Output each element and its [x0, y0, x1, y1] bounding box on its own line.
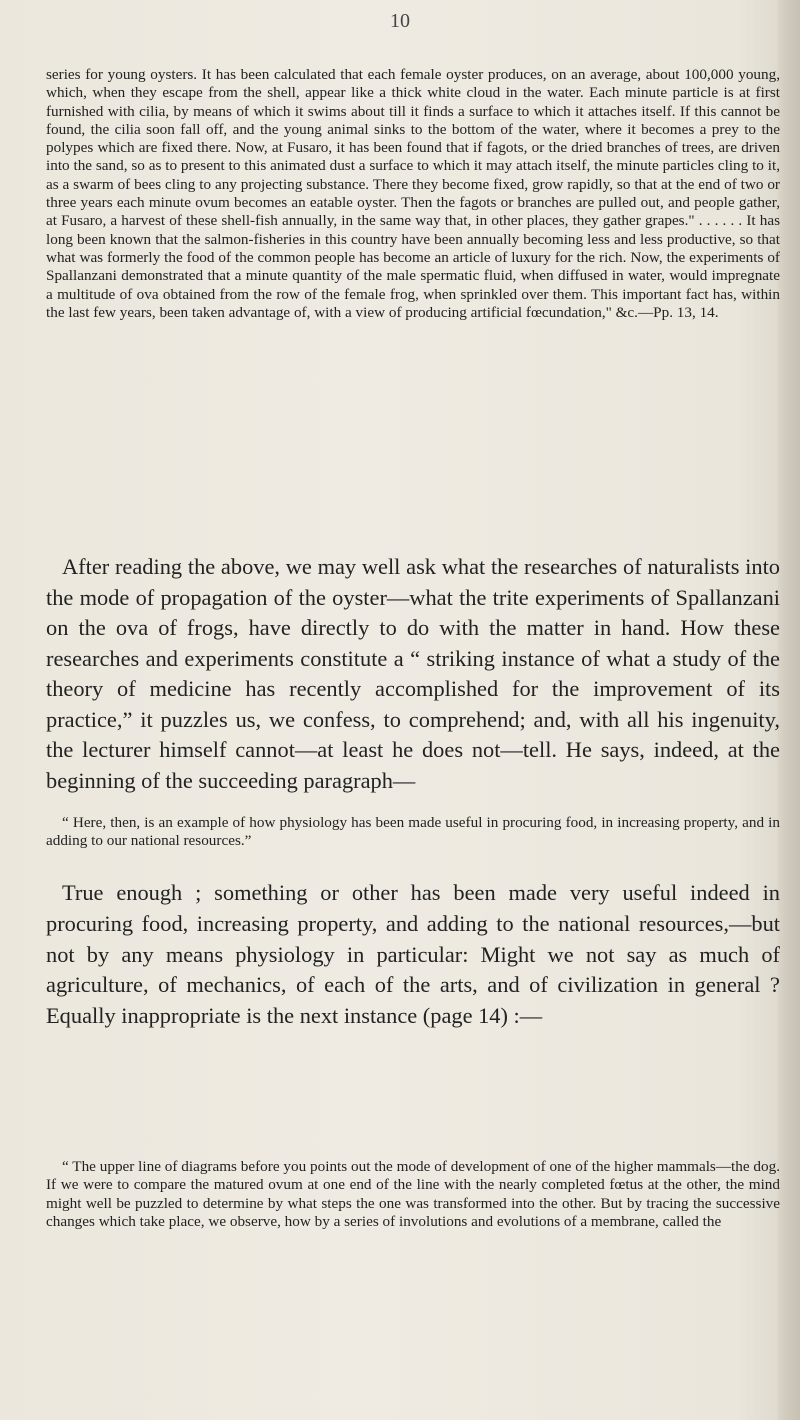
quoted-passage-text: series for young oysters. It has been calculated that each female oyster produces, on an average, about 100,000 young, which, when they escape from the shell, appear like a thick white cloud in the water. Each minute particle is at first furnished with cilia, by means of which it swims about till it finds a surface to which it attaches itself. If this cannot be found, the cilia soon fall off, and the young animal sinks to the bottom of the water, where it becomes a prey to the polypes which are fixed there. Now, at Fusaro, it has been found that if fagots, or the dried branches of trees, are driven into the sand, so as to present to this animated dust a surface to which it may attach itself, the minute particles cling to it, as a swarm of bees cling to any projecting substance. There they become fixed, grow rapidly, so that at the end of two or three years each minute ovum becomes an eatable oyster. Then the fagots or branches are pulled out, and people gather, at Fusaro, a harvest of these shell-fish annually, in the same way that, in other places, they gather grapes." . . . . . . It has long been known that the salmon-fisheries in this country have been annually becoming less and less productive, so that what was formerly the food of the common people has become an article of luxury for the rich. Now, the experiments of Spallanzani demonstrated that a minute quantity of the male spermatic fluid, when diffused in water, would impregnate a multitude of ova obtained from the row of the female frog, when sprinkled over them. This important fact has, within the last few years, been taken advantage of, with a view of producing artificial fœcundation," &c.—Pp. 13, 14.: [46, 66, 780, 321]
quoted-passage-diagrams: [46, 1158, 780, 1231]
quoted-passage-physiology: [46, 814, 780, 851]
page-edge-shadow: [778, 0, 800, 1420]
body-paragraph-true-enough: [46, 878, 780, 1032]
body-paragraph-text: After reading the above, we may well ask what the researches of naturalists into the mode of propagation of the oyster—what the trite experiments of Spallanzani on the ova of frogs, have directly to do with the matter in hand. How these researches and experiments constitute a “ striking instance of what a study of the theory of medicine has recently accomplished for the improvement of its practice,” it puzzles us, we confess, to comprehend; and, with all his ingenuity, the lecturer himself cannot—at least he does not—tell. He says, indeed, at the beginning of the succeeding paragraph—: [46, 554, 780, 793]
quoted-passage-text: “ The upper line of diagrams before you points out the mode of development of one of the higher mammals—the dog. If we were to compare the matured ovum at one end of the line with the nearly completed fœtus at the other, the mind might well be puzzled to determine by what steps the one was transformed into the other. But by tracing the successive changes which take place, we observe, how by a series of involutions and evolutions of a membrane, called the: [46, 1158, 780, 1230]
page-number: 10: [390, 10, 410, 32]
quoted-passage-oysters-salmon: [46, 66, 780, 322]
body-paragraph-text: True enough ; something or other has been made very useful indeed in procuring food, increasing property, and adding to the national resources,—but not by any means physiology in particular: Might we not say as much of agriculture, of mechanics, of each of the arts, and of civilization in general ? Equally inappropriate is the next instance (page 14) :—: [46, 880, 780, 1029]
body-paragraph-researches: [46, 552, 780, 796]
quoted-passage-text: “ Here, then, is an example of how physiology has been made useful in procuring food, in increasing property, and in adding to our national resources.”: [46, 814, 780, 850]
